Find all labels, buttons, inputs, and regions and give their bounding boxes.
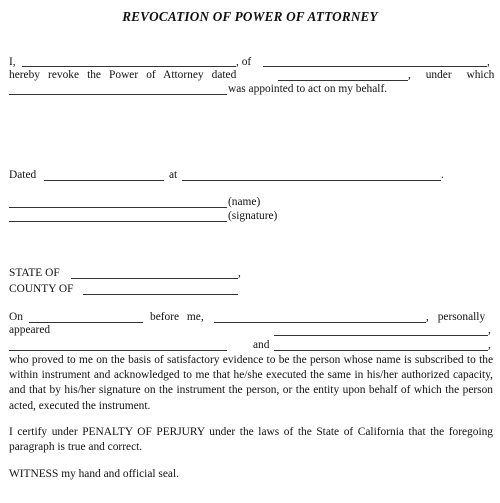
name-line[interactable] xyxy=(9,207,227,208)
at-label: at xyxy=(169,169,178,181)
signature-caption: (signature) xyxy=(228,210,278,222)
appeared-label: appeared xyxy=(9,324,51,336)
appeared-name-line-3[interactable] xyxy=(274,350,488,351)
principal-address-line[interactable] xyxy=(263,66,487,67)
under-which-text: , under which xyxy=(408,69,495,81)
appointed-text: was appointed to act on my behalf. xyxy=(228,83,388,95)
appeared-comma-2: , xyxy=(488,339,491,351)
appeared-name-line-1[interactable] xyxy=(274,335,488,336)
comma-text: , xyxy=(487,56,490,68)
signing-place-line[interactable] xyxy=(182,180,441,181)
appeared-name-line-2[interactable] xyxy=(9,350,227,351)
witness-text: WITNESS my hand and official seal. xyxy=(9,468,179,480)
and-label: and xyxy=(253,339,270,351)
state-line[interactable] xyxy=(71,278,238,279)
personally-text: , personally xyxy=(426,311,486,323)
signature-line[interactable] xyxy=(9,221,227,222)
certify-paragraph: I certify under PENALTY OF PERJURY under the laws of the State of California that the foregoing paragraph is true and correct. xyxy=(9,426,493,454)
state-of-label: STATE OF xyxy=(9,267,60,279)
notary-date-line[interactable] xyxy=(29,322,143,323)
poa-date-line[interactable] xyxy=(278,80,408,81)
on-label: On xyxy=(9,311,23,323)
signing-date-line[interactable] xyxy=(44,180,164,181)
appeared-comma-1: , xyxy=(488,324,491,336)
principal-name-line[interactable] xyxy=(22,66,236,67)
document-title: REVOCATION OF POWER OF ATTORNEY xyxy=(122,9,378,24)
proof-paragraph: who proved to me on the basis of satisfactory evidence to be the person whose name is subscribed to the within instrument and acknowledged to me that he/she executed the same in his/her authorized capacity, and that by his/her signature on the instrument the person, or the entity upon behalf of which the person acted, executed the instrument. xyxy=(9,354,493,412)
i-label: I, xyxy=(9,56,16,68)
period-text: . xyxy=(441,169,444,181)
name-caption: (name) xyxy=(228,196,261,208)
hereby-revoke-text: hereby revoke the Power of Attorney dated xyxy=(9,69,237,81)
agent-name-line[interactable] xyxy=(9,94,227,95)
county-line[interactable] xyxy=(83,294,238,295)
county-of-label: COUNTY OF xyxy=(9,283,74,295)
of-label: , of xyxy=(236,56,252,68)
before-me-text: before me, xyxy=(150,311,204,323)
notary-name-line[interactable] xyxy=(214,322,426,323)
state-comma: , xyxy=(238,267,241,279)
dated-label: Dated xyxy=(9,169,37,181)
